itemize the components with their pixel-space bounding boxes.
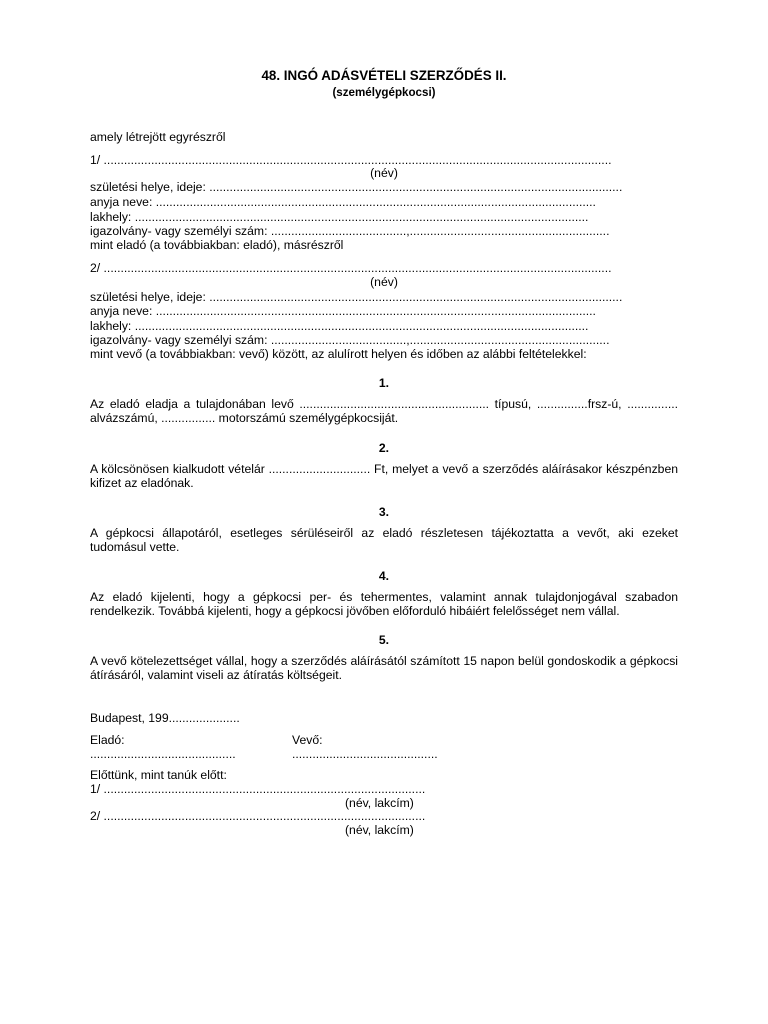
intro-text: amely létrejött egyrészről — [90, 131, 226, 144]
witness2-caption: (név, lakcím) — [345, 823, 414, 837]
party2-mother-line: anyja neve: .................................................................................................................................. — [90, 305, 596, 318]
party1-id-line: igazolvány- vagy személyi szám: ........................................,........................................................... — [90, 225, 610, 238]
party2-address-line: lakhely: ...................................................................................................................................... — [90, 320, 589, 333]
witness-intro: Előttünk, mint tanúk előtt: — [90, 768, 227, 782]
section-3-text: A gépkocsi állapotáról, esetleges sérüléseiről az eladó részletesen tájékoztatta a vevőt, aki ezeket tudomásul vette. — [90, 526, 678, 554]
section-4-number: 4. — [378, 570, 390, 583]
party2-birth-line: születési helye, ideje: .......................................................................................................................... — [90, 291, 623, 304]
document-subtitle: (személygépkocsi) — [332, 86, 436, 99]
contract-page — [90, 0, 678, 1024]
party1-name-caption: (név) — [370, 167, 398, 180]
place-date: Budapest, 199..................... — [90, 711, 240, 725]
section-5-text: A vevő kötelezettséget vállal, hogy a szerződés aláírásától számított 15 napon belül gondoskodik a gépkocsi átírásáról, valamint viseli az átíratás költségeit. — [90, 654, 678, 682]
party2-role: mint vevő (a továbbiakban: vevő) között, az alulírott helyen és időben az alábbi feltételekkel: — [90, 348, 587, 361]
buyer-signature-line: ........................................... — [292, 747, 438, 761]
buyer-label: Vevő: — [292, 733, 323, 747]
section-4-text: Az eladó kijelenti, hogy a gépkocsi per- és tehermentes, valamint annak tulajdonjogával szabadon rendelkezik. Továbbá kijelenti, hogy a gépkocsi jövőben előforduló hibáiért felelősséget nem vállal. — [90, 590, 678, 618]
party1-address-line: lakhely: ...................................................................................................................................... — [90, 211, 589, 224]
party1-mother-line: anyja neve: .................................................................................................................................. — [90, 196, 596, 209]
party1-role: mint eladó (a továbbiakban: eladó), másrészről — [90, 239, 344, 252]
witness1-caption: (név, lakcím) — [345, 796, 414, 810]
section-3-number: 3. — [378, 506, 390, 519]
party1-name-line: 1/ ...................................................................................................................................................... — [90, 154, 612, 167]
party2-name-caption: (név) — [370, 276, 398, 289]
section-5-number: 5. — [378, 634, 390, 647]
party1-birth-line: születési helye, ideje: .......................................................................................................................... — [90, 181, 623, 194]
section-1-number: 1. — [378, 377, 390, 390]
witness2-line: 2/ ............................................................................................... — [90, 809, 426, 823]
seller-label: Eladó: — [90, 733, 125, 747]
section-2-text: A kölcsönösen kialkudott vételár .............................. Ft, melyet a vevő a szerződés aláírásakor készpénzben kifizet az eladónak. — [90, 462, 678, 490]
party2-id-line: igazolvány- vagy személyi szám: ........................................,........................................................... — [90, 334, 610, 347]
party2-name-line: 2/ ...................................................................................................................................................... — [90, 262, 612, 275]
section-2-number: 2. — [378, 442, 390, 455]
section-1-text: Az eladó eladja a tulajdonában levő ........................................................ típusú, ...............frsz-ú, ............... alvázszámú, ................ motorszámú személygépkocsiját. — [90, 397, 678, 425]
document-title: 48. INGÓ ADÁSVÉTELI SZERZŐDÉS II. — [261, 68, 507, 83]
seller-signature-line: ........................................... — [90, 747, 236, 761]
witness1-line: 1/ ............................................................................................... — [90, 782, 426, 796]
